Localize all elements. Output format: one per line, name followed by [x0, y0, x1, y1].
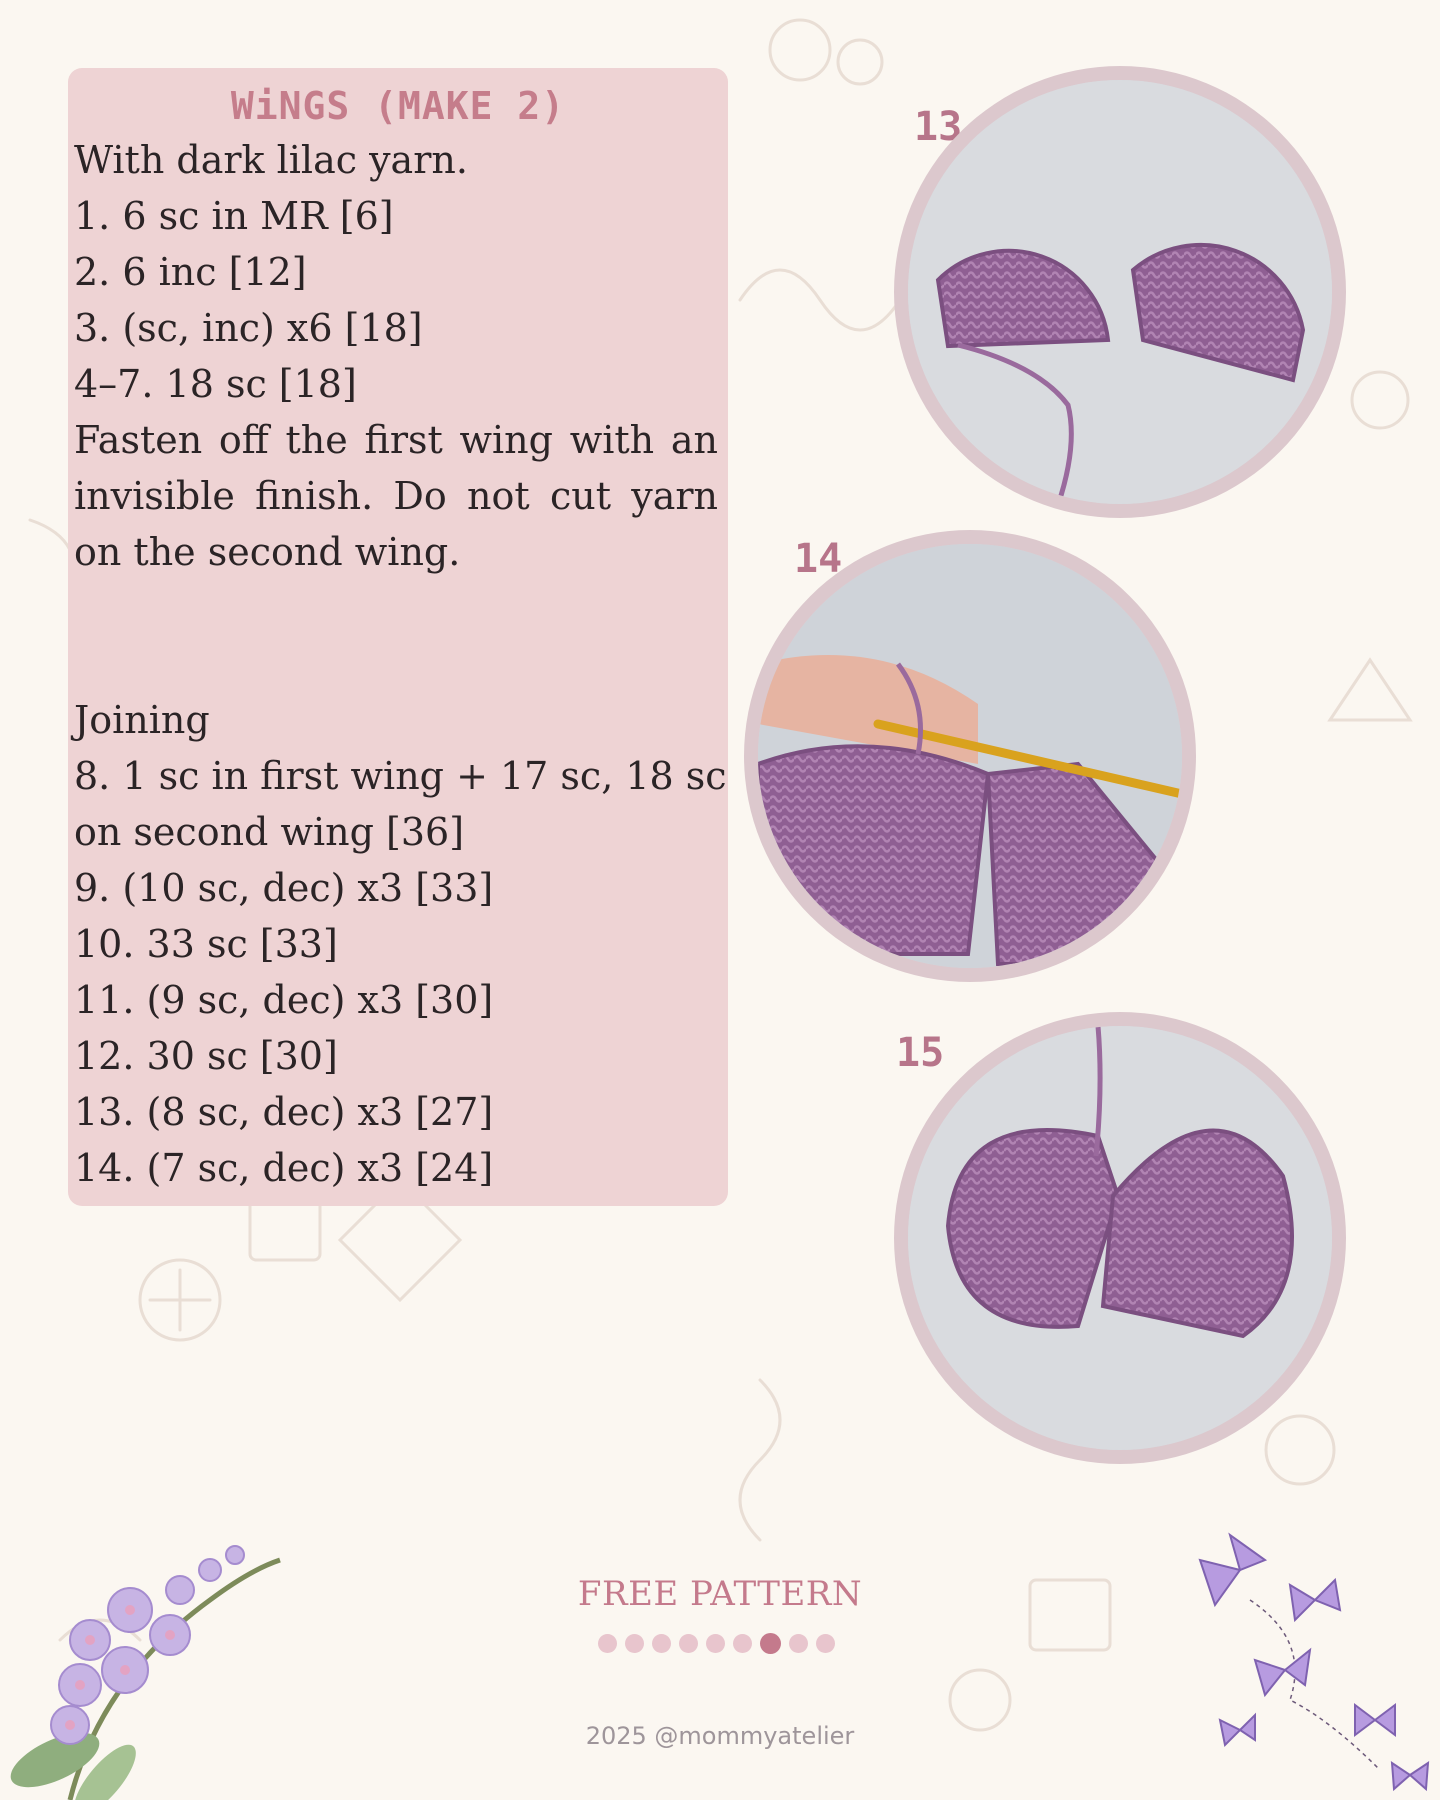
- page-dot: [816, 1634, 835, 1653]
- free-pattern-label: FREE PATTERN: [577, 1574, 863, 1614]
- page-dot: [598, 1634, 617, 1653]
- butterflies-illustration-icon: [1180, 1530, 1440, 1800]
- instruction-list: [74, 132, 727, 1196]
- pattern-card: [68, 68, 728, 1206]
- credit-text: 2025 @mommyatelier: [585, 1722, 855, 1750]
- page-dot: [706, 1634, 725, 1653]
- instruction-line: 10. 33 sc [33]: [74, 922, 338, 966]
- page-dot: [733, 1634, 752, 1653]
- instruction-line: 3. (sc, inc) x6 [18]: [74, 306, 423, 350]
- page-dot: [789, 1634, 808, 1653]
- step-14-photo-frame: [744, 530, 1196, 982]
- page-dot: [679, 1634, 698, 1653]
- section-title: WiNGS (MAKE 2): [230, 84, 566, 128]
- instruction-line: Fasten off the first wing with an: [74, 418, 718, 462]
- instruction-line: 12. 30 sc [30]: [74, 1034, 338, 1078]
- page-dot: [625, 1634, 644, 1653]
- blank-line: [74, 636, 718, 692]
- instruction-line: 11. (9 sc, dec) x3 [30]: [74, 978, 494, 1022]
- instruction-line: 14. (7 sc, dec) x3 [24]: [74, 1146, 494, 1190]
- joining-heading: Joining: [74, 698, 210, 742]
- step-13-photo-frame: [894, 66, 1346, 518]
- step-number: 13: [914, 104, 963, 150]
- instruction-line: on the second wing.: [74, 530, 461, 574]
- instruction-line: invisible finish. Do not cut yarn: [74, 474, 718, 518]
- blank-line: [74, 580, 718, 636]
- step-15-photo-frame: [894, 1012, 1346, 1464]
- step-number: 15: [896, 1030, 945, 1076]
- instruction-line: 4–7. 18 sc [18]: [74, 362, 357, 406]
- instruction-line: on second wing [36]: [74, 810, 465, 854]
- instruction-line: 9. (10 sc, dec) x3 [33]: [74, 866, 494, 910]
- page-dot-current: [760, 1633, 781, 1654]
- step-number: 14: [794, 536, 843, 582]
- instruction-line: 2. 6 inc [12]: [74, 250, 307, 294]
- instruction-line: 1. 6 sc in MR [6]: [74, 194, 394, 238]
- page-dot: [652, 1634, 671, 1653]
- page-indicator: [598, 1634, 835, 1658]
- instruction-line: With dark lilac yarn.: [74, 138, 468, 182]
- instruction-line: 8. 1 sc in first wing + 17 sc, 18 sc: [74, 754, 727, 798]
- step-14-photo: [758, 544, 1182, 968]
- step-15-photo: [908, 1026, 1332, 1450]
- step-13-photo: [908, 80, 1332, 504]
- instruction-line: 13. (8 sc, dec) x3 [27]: [74, 1090, 494, 1134]
- orchid-illustration-icon: [10, 1510, 290, 1800]
